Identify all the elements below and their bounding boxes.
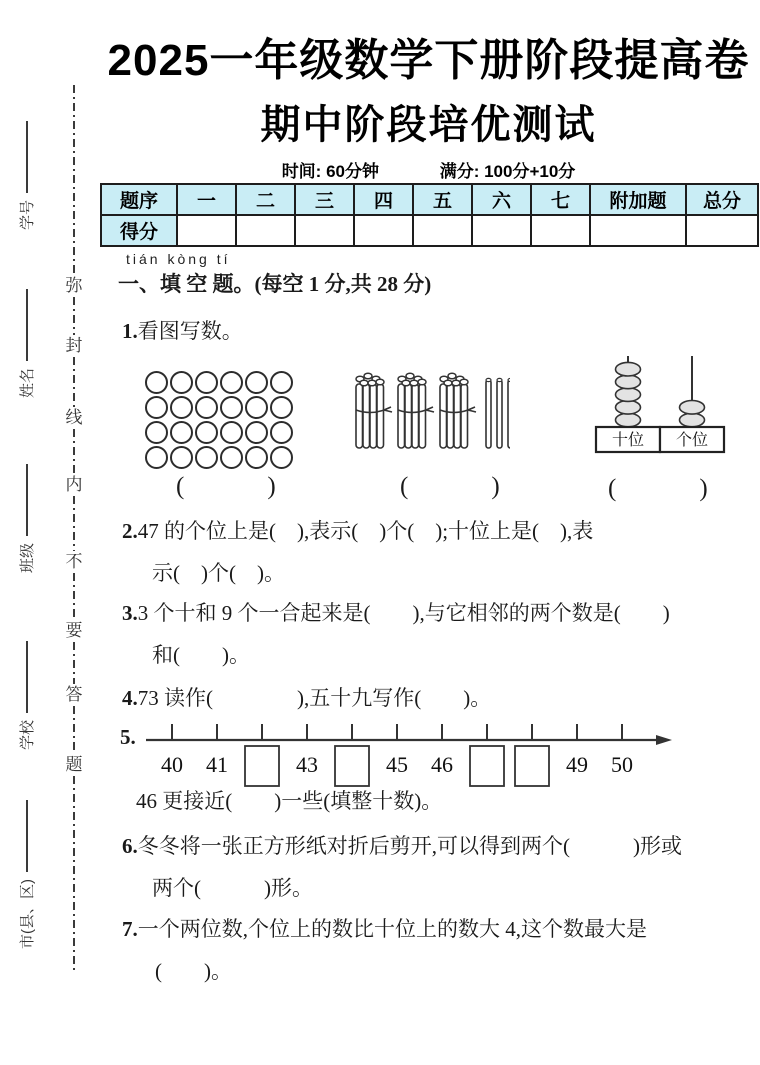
circle-counter [145, 371, 168, 394]
svg-text:40: 40 [161, 752, 183, 777]
seal-dash [73, 496, 75, 551]
student-field [16, 288, 36, 397]
seal-character: 线 [65, 408, 83, 427]
student-field-blank [24, 800, 28, 872]
student-field-label: 班级 [18, 542, 36, 573]
score-table-header-cell: 四 [354, 184, 413, 215]
seal-dash [73, 297, 75, 335]
circle-counter [270, 421, 293, 444]
seal-character: 内 [65, 475, 83, 494]
seal-dash [73, 573, 75, 620]
seal-dash [73, 706, 75, 754]
question-7-cont: ( )。 [155, 959, 232, 983]
question-text: 一个两位数,个位上的数比十位上的数大 4,这个数最大是 [137, 917, 647, 941]
question-text: 47 的个位上是( ),表示( )个( );十位上是( ),表 [137, 519, 594, 543]
circle-counter [270, 396, 293, 419]
number-line-figure [100, 710, 700, 797]
svg-text:45: 45 [386, 752, 408, 777]
answer-blank: ( ) [400, 473, 502, 500]
question-text: 冬冬将一张正方形纸对折后剪开,可以得到两个( )形或 [137, 834, 682, 858]
section-heading: 一、填 空 题。(每空 1 分,共 28 分) [118, 272, 432, 296]
score-table-header-cell: 七 [531, 184, 590, 215]
student-field-label: 学校 [18, 719, 36, 750]
answer-blank: ( ) [176, 473, 278, 500]
question-6 [122, 831, 682, 861]
question-number: 4. [122, 686, 138, 710]
section-pinyin: tián kòng tí [126, 251, 231, 267]
circle-counter [145, 396, 168, 419]
question-number: 7. [122, 917, 138, 941]
score-table-score-row [101, 215, 758, 246]
score-table-header-cell: 总分 [686, 184, 758, 215]
student-field-label: 市(县、区) [18, 878, 36, 949]
student-field-label: 姓名 [18, 367, 36, 398]
score-table-header-cell: 附加题 [590, 184, 686, 215]
question-number: 3. [122, 601, 138, 625]
seal-character: 题 [65, 755, 83, 774]
score-cell-empty [531, 215, 590, 246]
paper-main [100, 0, 757, 1065]
student-field [16, 120, 36, 229]
seal-character: 弥 [65, 276, 83, 295]
circle-counter [195, 371, 218, 394]
question-2 [122, 516, 593, 546]
seal-character: 封 [65, 336, 83, 355]
circle-counter [220, 396, 243, 419]
stick-bundles-figure [350, 368, 510, 471]
question-6-cont: 两个( )形。 [152, 876, 313, 900]
seal-character: 要 [65, 621, 83, 640]
circle-counter [170, 371, 193, 394]
student-field-blank [24, 120, 28, 192]
seal-dash [73, 776, 75, 971]
student-field-blank [24, 463, 28, 535]
score-cell-empty [413, 215, 472, 246]
full-score: 满分: 100分+10分 [439, 162, 576, 181]
student-field [16, 800, 36, 949]
svg-text:50: 50 [611, 752, 633, 777]
seal-character: 答 [65, 685, 83, 704]
question-text: 73 读作( ),五十九写作( )。 [137, 686, 492, 710]
seal-character: 不 [65, 552, 83, 571]
score-cell-empty [295, 215, 354, 246]
score-cell-empty [236, 215, 295, 246]
circle-counter [220, 371, 243, 394]
score-table [100, 183, 759, 247]
question-text: 3 个十和 9 个一合起来是( ),与它相邻的两个数是( ) [137, 601, 670, 625]
score-table-header-cell: 五 [413, 184, 472, 215]
svg-text:43: 43 [296, 752, 318, 777]
student-field-blank [24, 640, 28, 712]
question-number: 6. [122, 834, 138, 858]
score-cell-empty [590, 215, 686, 246]
score-cell-empty [354, 215, 413, 246]
score-cell-empty [472, 215, 531, 246]
abacus-figure [592, 354, 732, 461]
question-4 [122, 683, 491, 713]
svg-text:个位: 个位 [675, 432, 709, 449]
circle-counter [220, 421, 243, 444]
score-table-header-cell: 六 [472, 184, 531, 215]
circle-counter [170, 396, 193, 419]
question-3 [122, 598, 670, 628]
question-number: 1. [122, 319, 138, 343]
score-cell-empty [177, 215, 236, 246]
svg-text:46: 46 [431, 752, 453, 777]
svg-text:49: 49 [566, 752, 588, 777]
paper-meta [100, 157, 757, 182]
seal-line [64, 85, 84, 971]
question-5-cont: 46 更接近( )一些(填整十数)。 [136, 789, 443, 813]
paper-title: 2025一年级数学下册阶段提高卷 [107, 36, 750, 85]
student-field-blank [24, 288, 28, 360]
question-3-cont: 和( )。 [152, 643, 250, 667]
circle-counter [170, 421, 193, 444]
seal-dash [73, 85, 75, 275]
circle-counter [195, 421, 218, 444]
question-2-cont: 示( )个( )。 [152, 561, 285, 585]
score-cell-empty [686, 215, 758, 246]
circle-counter [145, 446, 168, 469]
paper-subtitle: 期中阶段培优测试 [260, 103, 597, 147]
score-table-header-cell: 三 [295, 184, 354, 215]
score-table-corner: 题序 [101, 184, 177, 215]
circle-counter [270, 371, 293, 394]
svg-text:41: 41 [206, 752, 228, 777]
score-table-header-cell: 一 [177, 184, 236, 215]
student-field [16, 463, 36, 572]
seal-dash [73, 642, 75, 684]
circle-counter [145, 421, 168, 444]
circle-counter [195, 396, 218, 419]
answer-blank: ( ) [608, 475, 710, 502]
question-text: 看图写数。 [137, 319, 243, 343]
student-field-label: 学号 [18, 199, 36, 230]
question-number: 2. [122, 519, 138, 543]
seal-dash [73, 357, 75, 407]
question-1 [122, 316, 243, 346]
seal-dash [73, 429, 75, 474]
circle-counter [245, 371, 268, 394]
svg-text:十位: 十位 [611, 432, 645, 449]
student-field [16, 640, 36, 749]
question-5-number: 5. [120, 725, 136, 749]
score-table-header-cell: 二 [236, 184, 295, 215]
score-table-header-row [101, 184, 758, 215]
circle-counter [245, 421, 268, 444]
question-7 [122, 914, 647, 944]
time-limit: 时间: 60分钟 [281, 162, 379, 181]
circle-counter [245, 396, 268, 419]
circles-figure [145, 371, 293, 469]
score-row-label: 得分 [101, 215, 177, 246]
